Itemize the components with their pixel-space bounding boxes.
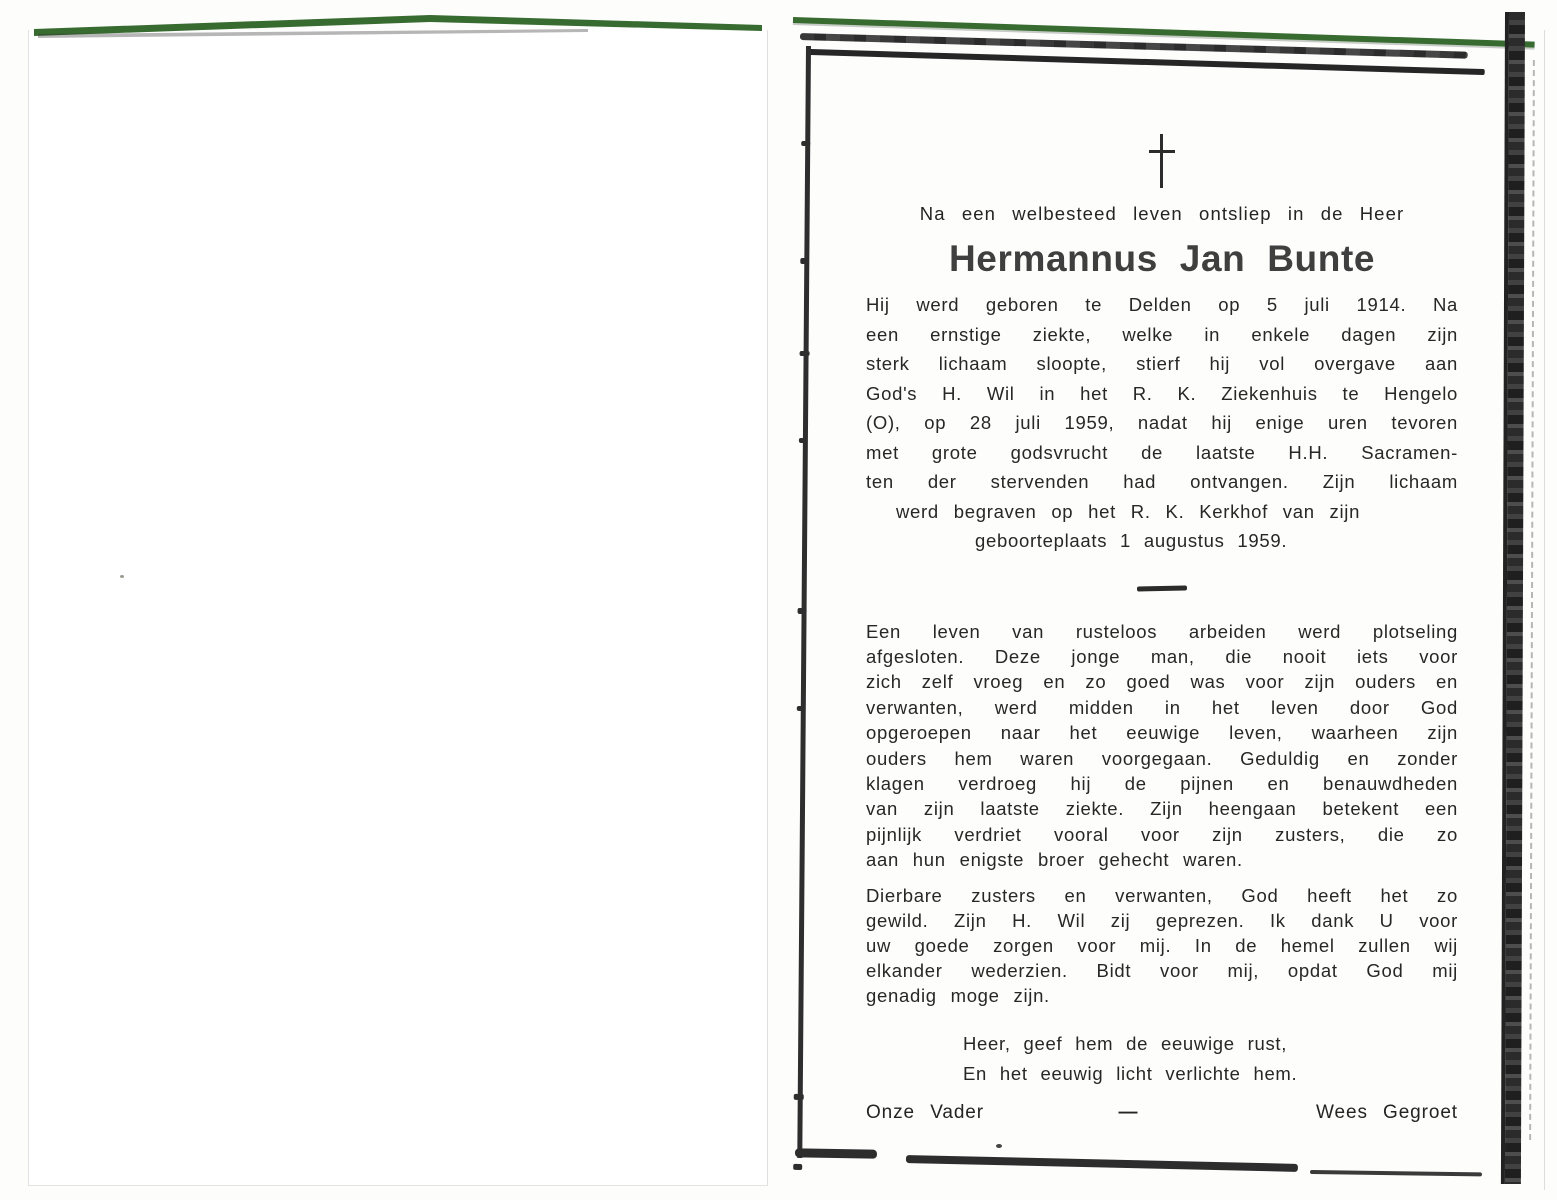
- prayer-line: En het eeuwig licht verlichte hem.: [963, 1062, 1298, 1084]
- scan-speck: [120, 575, 124, 578]
- intro-line: Na een welbesteed leven ontsliep in de Heer: [919, 203, 1405, 224]
- card-frame-bottom-segment: [906, 1155, 1298, 1172]
- card-frame-right: [1501, 12, 1525, 1184]
- left-page-blank: [28, 30, 768, 1186]
- text-line: gewild. Zijn H. Wil zij geprezen. Ik dank U voor: [866, 909, 1458, 931]
- section-divider: [1137, 585, 1187, 591]
- biography-paragraph: [866, 290, 1458, 497]
- farewell-paragraph: [866, 883, 1458, 984]
- text-line: zich zelf vroeg en zo goed was voor zijn ouders en: [866, 671, 1458, 693]
- prayer-lines: [866, 1029, 1458, 1089]
- text-line: uw goede zorgen voor mij. In de hemel zullen wij: [866, 934, 1458, 956]
- page-edge-right: [1544, 30, 1545, 1190]
- text-line: Een leven van rusteloos arbeiden werd plotseling: [866, 620, 1458, 642]
- text-line: met grote godsvrucht de laatste H.H. Sacramen-: [866, 441, 1458, 463]
- text-line: klagen verdroeg hij de pijnen en benauwdheden: [866, 772, 1458, 794]
- text-line: pijnlijk verdriet vooral voor zijn zusters, die zo: [866, 823, 1458, 845]
- scan-speck: [996, 1144, 1002, 1148]
- text-line: werd begraven op het R. K. Kerkhof van zijn: [896, 500, 1361, 522]
- footer-row: [866, 1101, 1458, 1125]
- in-memoriam-paragraph: [866, 619, 1458, 848]
- text-line: elkander wederzien. Bidt voor mij, opdat God mij: [866, 960, 1458, 982]
- in-memoriam-last-line: aan hun enigste broer gehecht waren.: [866, 849, 1243, 871]
- card-frame-bottom-segment: [795, 1148, 877, 1158]
- card-frame-bottom-segment: [1310, 1170, 1482, 1176]
- text-line: afgesloten. Deze jonge man, die nooit iets voor: [866, 645, 1458, 667]
- footer-right-label: Wees Gegroet: [1316, 1101, 1458, 1123]
- footer-separator-dash: —: [1118, 1101, 1138, 1123]
- text-line: sterk lichaam sloopte, stierf hij vol overgave aan: [866, 353, 1458, 374]
- cross-icon: [1149, 134, 1175, 188]
- text-line: ten der stervenden had ontvangen. Zijn lichaam: [866, 471, 1458, 492]
- text-line: verwanten, werd midden in het leven door God: [866, 696, 1458, 718]
- memorial-card-content: [866, 134, 1458, 1125]
- green-top-strip-left: [28, 8, 768, 42]
- footer-left-label: Onze Vader: [866, 1101, 984, 1123]
- text-line: van zijn laatste ziekte. Zijn heengaan betekent een: [866, 798, 1458, 820]
- farewell-last-line: genadig moge zijn.: [866, 985, 1050, 1007]
- deceased-name: Hermannus Jan Bunte: [948, 238, 1376, 279]
- text-line: (O), op 28 juli 1959, nadat hij enige uren tevoren: [866, 412, 1458, 433]
- text-line: Hij werd geboren te Delden op 5 juli 1914. Na: [866, 294, 1458, 315]
- text-line: ouders hem waren voorgegaan. Geduldig en zonder: [866, 747, 1458, 769]
- text-line: geboorteplaats 1 augustus 1959.: [975, 530, 1288, 551]
- card-frame-left: [797, 46, 811, 1158]
- text-line: God's H. Wil in het R. K. Ziekenhuis te Hengelo: [866, 382, 1458, 404]
- text-line: Dierbare zusters en verwanten, God heeft het zo: [866, 884, 1458, 906]
- text-line: een ernstige ziekte, welke in enkele dagen zijn: [866, 323, 1458, 345]
- biography-closing-lines: [866, 497, 1458, 556]
- text-line: opgeroepen naar het eeuwige leven, waarheen zijn: [866, 722, 1458, 744]
- card-frame-right-dashes: [1529, 60, 1535, 1140]
- prayer-line: Heer, geef hem de eeuwige rust,: [963, 1032, 1288, 1054]
